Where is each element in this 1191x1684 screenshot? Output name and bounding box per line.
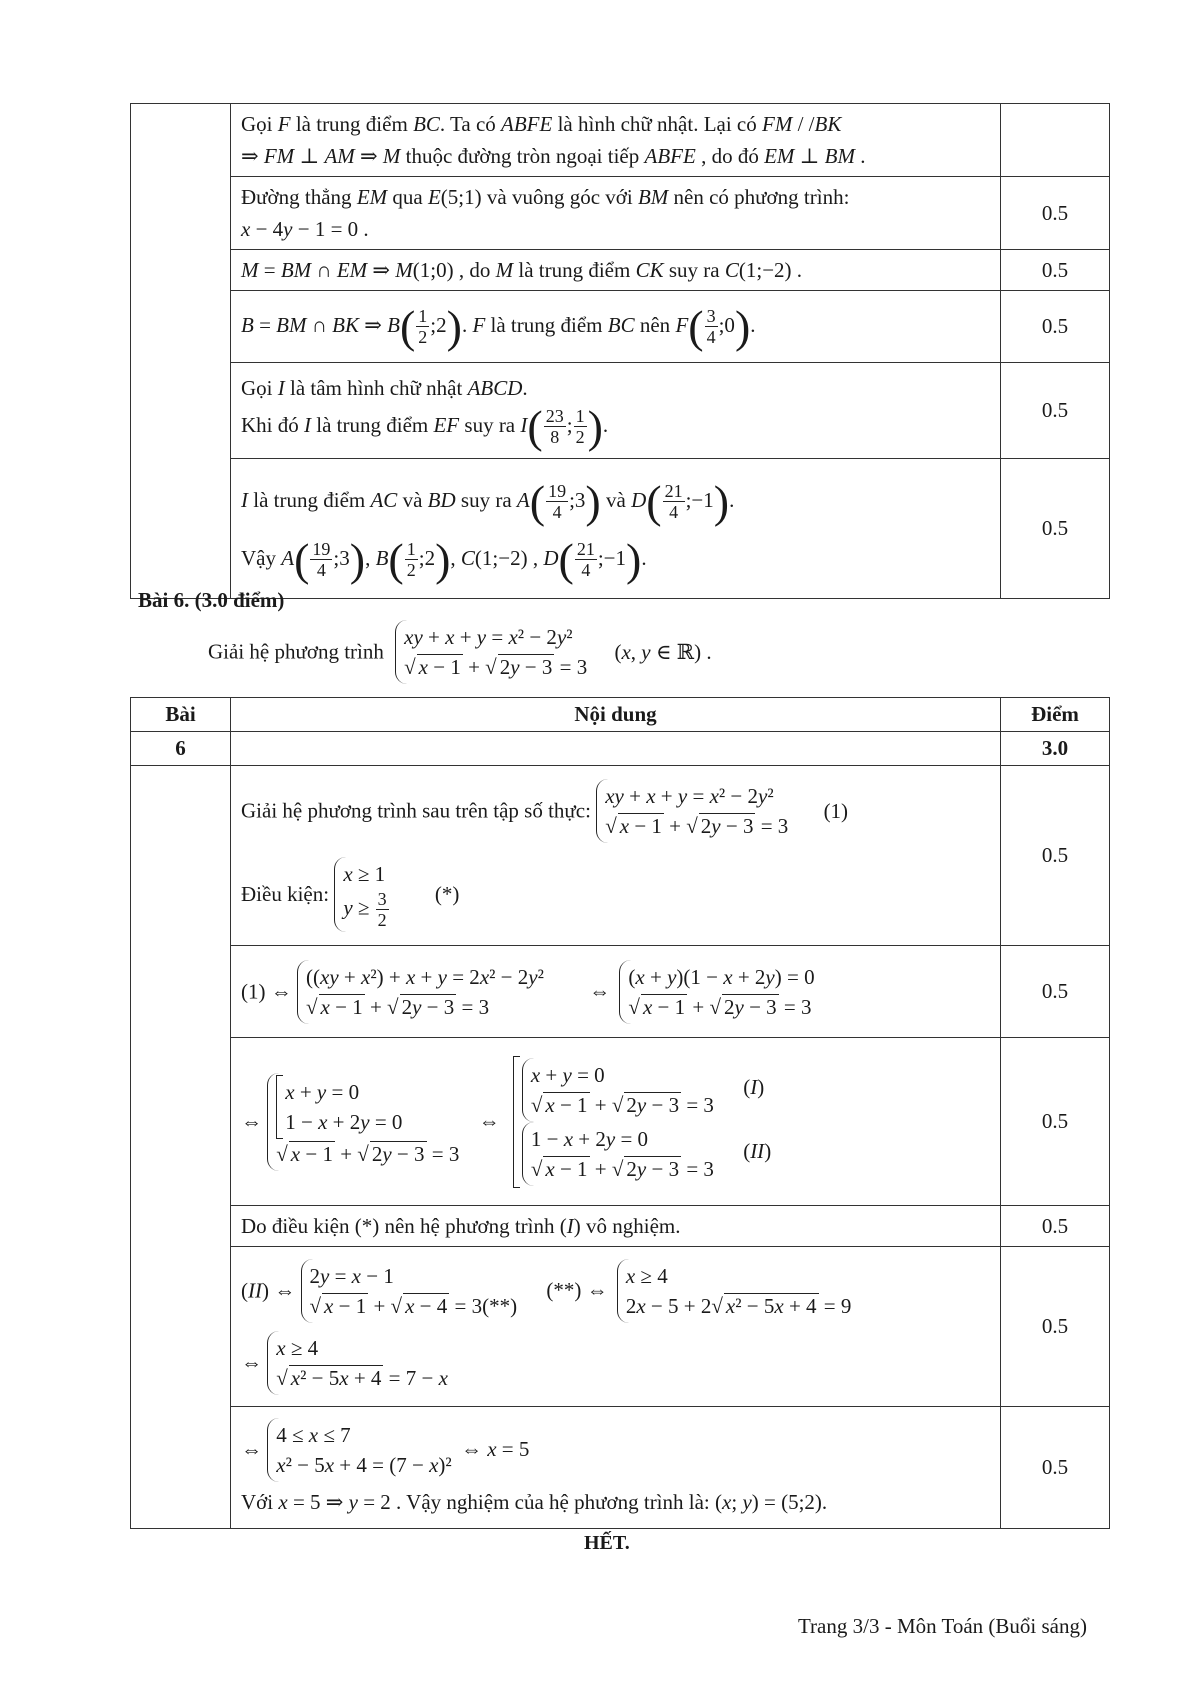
score-cell: 0.5 — [1001, 363, 1110, 459]
row-content: ⇔ x + y = 0 1 − x + 2y = 0 √ x − 1 + √ 2y − 3 = 3 ⇔ x + y = 0 √ x − 1 + √ 2y − 3 = 3 (I) 1 − x + 2y = 0 √ x − 1 + √ 2y − 3 = 3 (II) — [231, 1038, 1001, 1206]
header-bai: Bài — [131, 698, 231, 732]
table-row — [131, 1206, 1110, 1247]
score-cell: 0.5 — [1001, 250, 1110, 291]
score-cell: 0.5 — [1001, 766, 1110, 946]
table-header-row — [131, 698, 1110, 732]
row-content: Giải hệ phương trình sau trên tập số thực: xy + x + y = x² − 2y² √ x − 1 + √ 2y − 3 = 3 (1) Điều kiện: x ≥ 1 y ≥ $\frac{3}{2}$ (*) — [231, 766, 1001, 946]
table-row — [131, 363, 1110, 459]
table-row — [131, 250, 1110, 291]
end-mark: HẾT. — [584, 1532, 630, 1554]
table-row — [131, 946, 1110, 1038]
problem-statement: Giải hệ phương trình xy + x + y = x² − 2y² √ x − 1 + √ 2y − 3 = 3 (x, y ∈ ℝ) . — [208, 620, 712, 684]
row-text: vô nghiệm. — [586, 1214, 681, 1238]
row-content: M = BM ∩ EM ⇒ M(1;0) , do M là trung điểm CK suy ra C(1;−2) . — [231, 250, 1001, 291]
row-content: B = BM ∩ BK ⇒ B( $\frac{1}{2}$ ;2). F là trung điểm BC nên F( $\frac{3}{4}$ ;0). — [231, 291, 1001, 363]
bai-column-empty — [131, 104, 231, 599]
problem-title: Bài 6. (3.0 điểm) — [138, 588, 285, 612]
table-row — [131, 766, 1110, 946]
row-text: Đường thẳng — [241, 185, 352, 209]
table-row — [131, 291, 1110, 363]
score-cell: 0.5 — [1001, 1247, 1110, 1407]
total-score: 3.0 — [1001, 732, 1110, 766]
header-noi-dung: Nội dung — [231, 698, 1001, 732]
score-cell: 0.5 — [1001, 177, 1110, 250]
table-row — [131, 104, 1110, 177]
row-content: Gọi F là trung điểm BC. Ta có ABFE là hình chữ nhật. Lại có FM / /BK ⇒ FM ⊥ AM ⇒ M thuộc đường tròn ngoại tiếp ABFE , do đó EM ⊥ BM . — [231, 104, 1001, 177]
problem-number: 6 — [131, 732, 231, 766]
row-content: Đường thẳng EM qua E(5;1) và vuông góc với BM nên có phương trình: x − 4y − 1 = 0 . — [231, 177, 1001, 250]
score-cell: 0.5 — [1001, 1407, 1110, 1529]
row-text: Giải hệ phương trình sau trên tập số thực: — [241, 798, 591, 823]
row-content: I là trung điểm AC và BD suy ra A( $\frac{19}{4}$ ;3) và D( $\frac{21}{4}$ ;−1). Vậy A( $\frac{19}{4}$ ;3), B( $\frac{1}{2}$ ;2), C(1;−2) , D( $\frac{21}{4}$ ;−1). — [231, 459, 1001, 599]
table-row — [131, 459, 1110, 599]
score-cell: 0.5 — [1001, 946, 1110, 1038]
row-text: nên hệ phương trình — [384, 1214, 555, 1238]
row-content: ⇔ 4 ≤ x ≤ 7 x² − 5x + 4 = (7 − x)² ⇔ x = 5 Với x = 5 ⇒ y = 2 . Vậy nghiệm của hệ phương trình là: (x; y) = (5;2). — [231, 1407, 1001, 1529]
empty-cell — [231, 732, 1001, 766]
score-cell: 0.5 — [1001, 459, 1110, 599]
row-content: Gọi I là tâm hình chữ nhật ABCD. Khi đó I là trung điểm EF suy ra I( $\frac{23}{8}$ ; $\frac{1}{2}$ ). — [231, 363, 1001, 459]
table-row — [131, 177, 1110, 250]
page-footer: Trang 3/3 - Môn Toán (Buổi sáng) — [797, 1614, 1087, 1638]
header-diem: Điểm — [1001, 698, 1110, 732]
score-cell — [1001, 104, 1110, 177]
table-row — [131, 732, 1110, 766]
row-text: Điều kiện: — [241, 882, 330, 906]
score-cell: 0.5 — [1001, 291, 1110, 363]
row-content: (II) ⇔ 2y = x − 1 √ x − 1 + √ x − 4 = 3(**) (**) ⇔ x ≥ 4 2x − 5 + 2√ x² − 5x + 4 = 9 ⇔ x ≥ 4 √ x² − 5x + 4 = 7 − x — [231, 1247, 1001, 1407]
solution-table-bai6 — [130, 697, 1110, 1529]
table-row — [131, 1038, 1110, 1206]
table-row — [131, 1247, 1110, 1407]
solution-table-bai5 — [130, 103, 1110, 599]
score-cell: 0.5 — [1001, 1038, 1110, 1206]
statement-text: Giải hệ phương trình — [208, 639, 384, 664]
bai-column-empty — [131, 766, 231, 1529]
score-cell: 0.5 — [1001, 1206, 1110, 1247]
row-content: (1) ⇔ ((xy + x²) + x + y = 2x² − 2y² √ x − 1 + √ 2y − 3 = 3 ⇔ (x + y)(1 − x + 2y) = 0 √ x − 1 + √ 2y − 3 = 3 — [231, 946, 1001, 1038]
table-row — [131, 1407, 1110, 1529]
row-content: Do điều kiện (*) nên hệ phương trình (I) vô nghiệm. — [231, 1206, 1001, 1247]
